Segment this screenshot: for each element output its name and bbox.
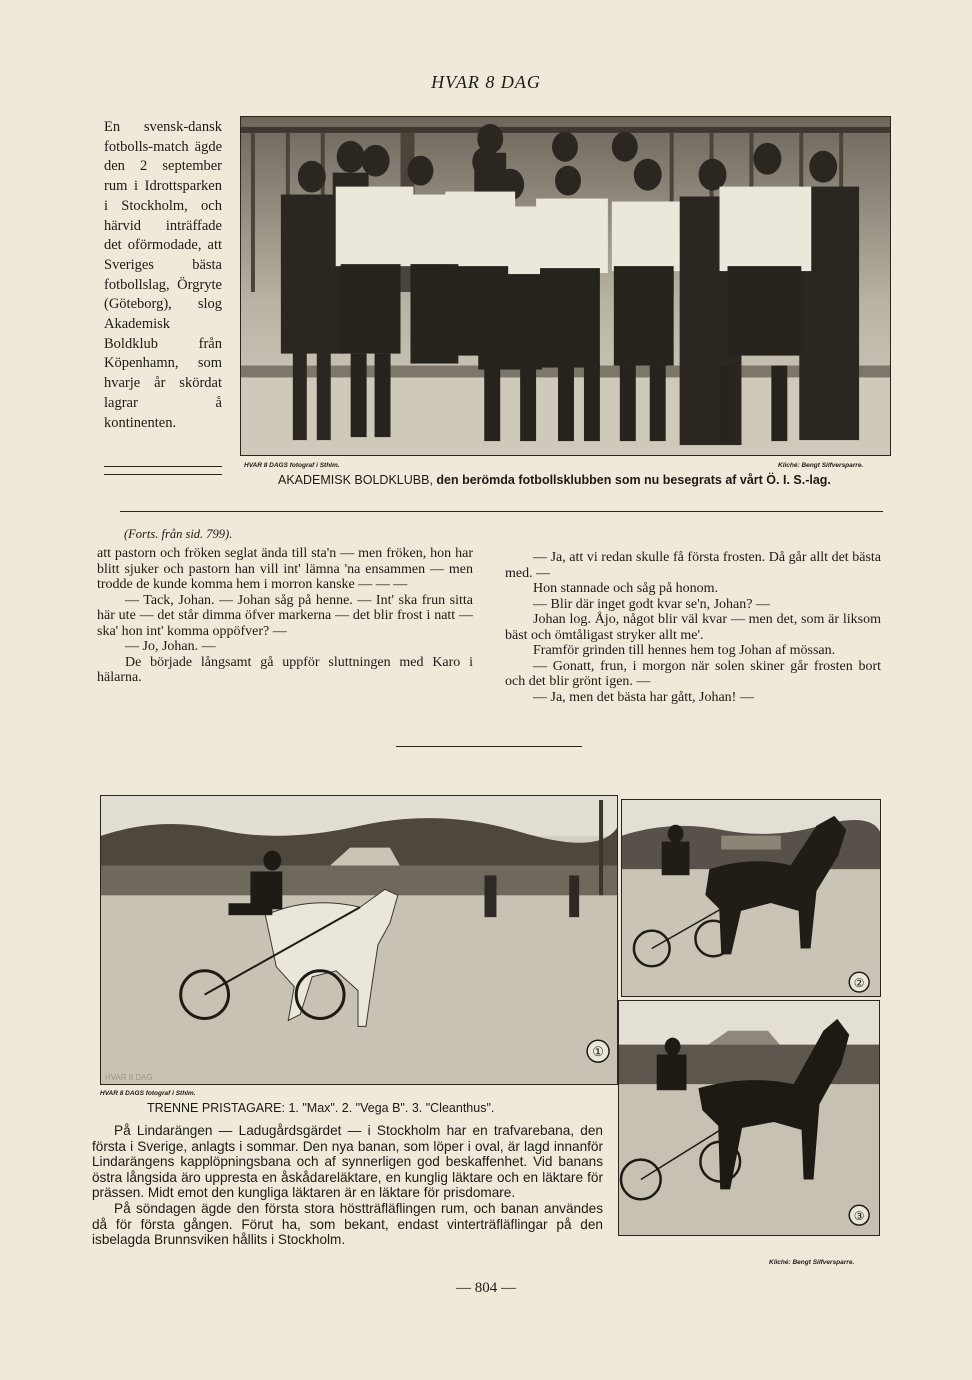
team-photo	[240, 116, 891, 456]
story-paragraph: — Gonatt, frun, i morgon när solen skiner går frosten bort och det blir grönt igen. —	[505, 658, 881, 689]
story-paragraph: Framför grinden till hennes hem tog Johan af mössan.	[533, 643, 836, 658]
photo-number-badge: ①	[592, 1044, 604, 1060]
trotting-photo-3	[618, 1000, 880, 1236]
trotting-photo-1	[100, 795, 618, 1085]
continued-note: (Forts. från sid. 799).	[124, 527, 233, 541]
caption-title: AKADEMISK BOLDKLUBB,	[278, 473, 437, 487]
photo-number-badge: ③	[853, 1209, 865, 1224]
team-photo-caption	[278, 473, 831, 487]
photo-credit: HVAR 8 DAGS fotograf i Sthlm.	[244, 462, 340, 469]
story-left-column	[97, 546, 473, 686]
story-paragraph: Johan log. Åjo, något blir väl kvar — men det, som är liksom bäst och ömtåligast stryker allt me'.	[505, 612, 881, 643]
article-paragraph: På Lindarängen — Ladugårdsgärdet — i Stockholm har en trafvarebana, den första i Sverige, anlagts i sommar. Den nya banan, som löper i oval, är lagd innanför Lindarängens kapplöpningsbana och af synnerligen god beskaffenhet. Vid banans östra långsida äro uppresta en åskådareläktare, en kunglig läktare och en läktare för prässen. Midt emot den kungliga läktaren är en läktare för prisdomare.	[92, 1123, 603, 1201]
story-right-column	[505, 550, 881, 705]
story-paragraph: att pastorn och fröken seglat ända till sta'n — men fröken, hon har blitt sjuker och pastorn han vill int' lämna 'na ensammen — men trodde de kunde komma hem i morron kanske — — —	[97, 546, 473, 592]
masthead: HVAR 8 DAG	[431, 72, 541, 92]
story-paragraph: Hon stannade och såg på honom.	[533, 581, 719, 596]
story-paragraph: — Blir där inget godt kvar se'n, Johan? —	[533, 596, 770, 612]
trotting-photo-1-image	[101, 796, 617, 1084]
kliche-credit: Kliché: Bengt Silfversparre.	[778, 462, 864, 469]
section-rule	[120, 511, 883, 512]
story-paragraph: De började långsamt gå uppför sluttningen med Karo i hälarna.	[97, 654, 473, 685]
photo-number-badge: ②	[853, 976, 865, 991]
story-paragraph: — Ja, att vi redan skulle få första frosten. Då går allt det bästa med. —	[505, 550, 881, 581]
trotting-photo-3-image	[619, 1001, 879, 1235]
intro-rule	[104, 466, 222, 467]
trotting-photo-2	[621, 799, 881, 997]
story-paragraph: — Ja, men det bästa har gått, Johan! —	[533, 689, 754, 705]
page-number: — 804 —	[456, 1280, 516, 1296]
intro-rule	[104, 474, 222, 475]
photo-credit: HVAR 8 DAGS fotograf i Sthlm.	[100, 1090, 196, 1097]
intro-paragraph: En svensk-dansk fotbolls-match ägde den 2 september rum i Idrottsparken i Stockholm, och härvid inträffade det oförmodade, att Sveriges bästa fotbollslag, Örgryte (Göteborg), slog Akademisk Boldklub från Köpenhamn, som hvarje år skördat lagrar å kontinenten.	[104, 119, 222, 431]
story-paragraph: — Jo, Johan. —	[125, 639, 216, 654]
trotting-caption: TRENNE PRISTAGARE: 1. "Max". 2. "Vega B". 3. "Cleanthus".	[147, 1101, 495, 1115]
trotting-article	[92, 1123, 603, 1248]
story-end-rule	[396, 746, 582, 747]
kliche-credit: Kliché: Bengt Silfversparre.	[769, 1259, 855, 1266]
caption-text: den berömda fotbollsklubben som nu besegrats af vårt Ö. I. S.-lag.	[436, 473, 831, 487]
trotting-photo-2-image	[622, 800, 880, 996]
story-paragraph: — Tack, Johan. — Johan såg på henne. — Int' ska frun sitta här ute — det står dimma öfver markerna — det blir frost i natt — ska' hon int' komma oppöfver? —	[97, 592, 473, 639]
photo-watermark: HVAR 8 DAG	[104, 1073, 153, 1083]
team-photo-image	[241, 117, 890, 455]
article-paragraph: På söndagen ägde den första stora höstträfläflingen rum, och banan användes då för första gången. Förut ha, som bekant, endast vinterträfläflingar på den isbelagda Brunnsviken hållits i Stockholm.	[92, 1200, 603, 1248]
